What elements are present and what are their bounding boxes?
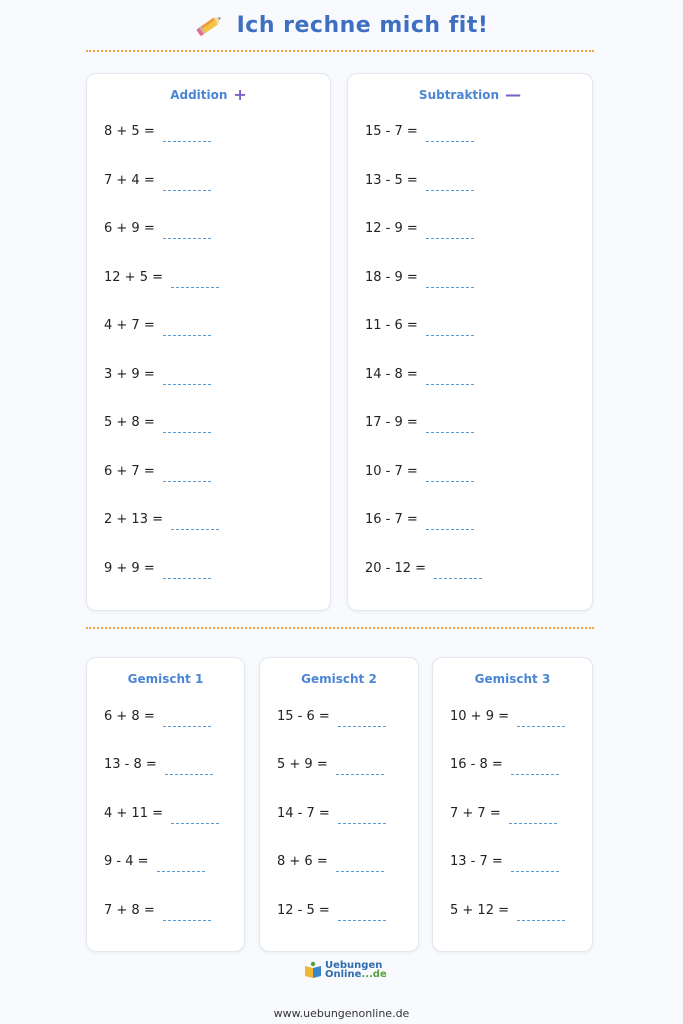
logo-line2: Online	[325, 969, 362, 980]
answer-blank[interactable]	[163, 714, 211, 727]
problem-text: 4 + 11 =	[104, 806, 163, 821]
problem-text: 5 + 8 =	[104, 415, 155, 430]
gemischt-3-card	[432, 657, 593, 952]
subtraktion-card	[347, 73, 593, 611]
problem-row	[365, 512, 474, 527]
problem-text: 8 + 6 =	[277, 854, 328, 869]
problem-text: 6 + 9 =	[104, 221, 155, 236]
plus-icon: +	[233, 85, 247, 104]
problem-row	[104, 173, 211, 188]
problem-row	[104, 709, 211, 724]
answer-blank[interactable]	[163, 908, 211, 921]
problem-row	[277, 903, 386, 918]
answer-blank[interactable]	[426, 372, 474, 385]
answer-blank[interactable]	[517, 908, 565, 921]
problem-text: 12 - 5 =	[277, 903, 330, 918]
problem-text: 11 - 6 =	[365, 318, 418, 333]
answer-blank[interactable]	[426, 178, 474, 191]
problem-row	[450, 854, 559, 869]
problem-text: 4 + 7 =	[104, 318, 155, 333]
problem-row	[450, 806, 557, 821]
problem-text: 12 + 5 =	[104, 270, 163, 285]
answer-blank[interactable]	[163, 372, 211, 385]
problem-row	[104, 367, 211, 382]
answer-blank[interactable]	[426, 129, 474, 142]
gemischt-2-card	[259, 657, 419, 952]
answer-blank[interactable]	[511, 762, 559, 775]
footer-url[interactable]: www.uebungenonline.de	[273, 1007, 410, 1020]
answer-blank[interactable]	[517, 714, 565, 727]
problem-row	[104, 512, 219, 527]
problem-text: 9 + 9 =	[104, 561, 155, 576]
answer-blank[interactable]	[426, 420, 474, 433]
gemischt-1-heading	[87, 672, 244, 686]
answer-blank[interactable]	[163, 420, 211, 433]
answer-blank[interactable]	[338, 908, 386, 921]
answer-blank[interactable]	[509, 811, 557, 824]
problem-row	[365, 561, 482, 576]
problem-row	[104, 903, 211, 918]
problem-text: 14 - 7 =	[277, 806, 330, 821]
problem-row	[277, 806, 386, 821]
problem-text: 10 + 9 =	[450, 709, 509, 724]
problem-text: 9 - 4 =	[104, 854, 149, 869]
problem-text: 6 + 8 =	[104, 709, 155, 724]
answer-blank[interactable]	[511, 859, 559, 872]
problem-text: 7 + 8 =	[104, 903, 155, 918]
answer-blank[interactable]	[338, 811, 386, 824]
problem-text: 7 + 7 =	[450, 806, 501, 821]
page-title: Ich rechne mich fit!	[236, 12, 489, 38]
answer-blank[interactable]	[165, 762, 213, 775]
addition-card	[86, 73, 331, 611]
problem-text: 8 + 5 =	[104, 124, 155, 139]
answer-blank[interactable]	[163, 323, 211, 336]
answer-blank[interactable]	[163, 566, 211, 579]
problem-text: 18 - 9 =	[365, 270, 418, 285]
answer-blank[interactable]	[426, 275, 474, 288]
subtraktion-heading	[348, 85, 592, 104]
problem-text: 13 - 7 =	[450, 854, 503, 869]
problem-row	[450, 709, 565, 724]
problem-text: 16 - 7 =	[365, 512, 418, 527]
problem-row	[365, 415, 474, 430]
answer-blank[interactable]	[163, 469, 211, 482]
gemischt-1-title: Gemischt 1	[127, 672, 204, 686]
uebungenonline-logo[interactable]	[303, 960, 387, 980]
gemischt-2-title: Gemischt 2	[301, 672, 377, 686]
answer-blank[interactable]	[163, 178, 211, 191]
problem-text: 17 - 9 =	[365, 415, 418, 430]
problem-row	[104, 464, 211, 479]
gemischt-1-card	[86, 657, 245, 952]
problem-text: 16 - 8 =	[450, 757, 503, 772]
answer-blank[interactable]	[163, 226, 211, 239]
problem-row	[104, 757, 213, 772]
problem-row	[365, 221, 474, 236]
problem-row	[365, 367, 474, 382]
problem-text: 20 - 12 =	[365, 561, 427, 576]
pencil-icon	[195, 12, 225, 38]
answer-blank[interactable]	[434, 566, 482, 579]
problem-row	[365, 173, 474, 188]
answer-blank[interactable]	[338, 714, 386, 727]
logo-line1: Uebungen	[325, 960, 383, 971]
problem-row	[277, 709, 386, 724]
problem-row	[104, 221, 211, 236]
divider-top	[86, 50, 594, 52]
problem-row	[277, 757, 384, 772]
logo-text	[325, 961, 387, 979]
problem-row	[450, 903, 565, 918]
problem-row	[104, 806, 219, 821]
problem-text: 10 - 7 =	[365, 464, 418, 479]
answer-blank[interactable]	[336, 762, 384, 775]
problem-text: 5 + 12 =	[450, 903, 509, 918]
header	[0, 8, 683, 42]
answer-blank[interactable]	[426, 469, 474, 482]
subtraktion-title: Subtraktion	[418, 88, 500, 102]
problem-row	[365, 270, 474, 285]
problem-text: 15 - 6 =	[277, 709, 330, 724]
problem-row	[277, 854, 384, 869]
problem-text: 5 + 9 =	[277, 757, 328, 772]
problem-row	[104, 561, 211, 576]
problem-text: 15 - 7 =	[365, 124, 418, 139]
answer-blank[interactable]	[336, 859, 384, 872]
answer-blank[interactable]	[426, 517, 474, 530]
problem-row	[365, 464, 474, 479]
answer-blank[interactable]	[163, 129, 211, 142]
problem-row	[104, 318, 211, 333]
problem-text: 3 + 9 =	[104, 367, 155, 382]
problem-row	[365, 318, 474, 333]
problem-row	[450, 757, 559, 772]
problem-text: 14 - 8 =	[365, 367, 418, 382]
minus-icon: —	[505, 85, 522, 104]
book-icon	[303, 961, 323, 979]
problem-text: 13 - 5 =	[365, 173, 418, 188]
logo-domain: ...de	[361, 969, 387, 980]
problem-text: 2 + 13 =	[104, 512, 163, 527]
answer-blank[interactable]	[171, 811, 219, 824]
problem-text: 6 + 7 =	[104, 464, 155, 479]
problem-text: 12 - 9 =	[365, 221, 418, 236]
problem-row	[104, 270, 219, 285]
answer-blank[interactable]	[426, 226, 474, 239]
divider-middle	[86, 627, 594, 629]
answer-blank[interactable]	[157, 859, 205, 872]
answer-blank[interactable]	[171, 517, 219, 530]
problem-row	[104, 854, 205, 869]
problem-row	[104, 124, 211, 139]
problem-text: 13 - 8 =	[104, 757, 157, 772]
gemischt-3-title: Gemischt 3	[474, 672, 551, 686]
problem-row	[104, 415, 211, 430]
gemischt-2-heading	[260, 672, 418, 686]
answer-blank[interactable]	[426, 323, 474, 336]
addition-title: Addition	[170, 88, 228, 102]
addition-heading	[87, 85, 330, 104]
problem-text: 7 + 4 =	[104, 173, 155, 188]
problem-row	[365, 124, 474, 139]
gemischt-3-heading	[433, 672, 592, 686]
answer-blank[interactable]	[171, 275, 219, 288]
